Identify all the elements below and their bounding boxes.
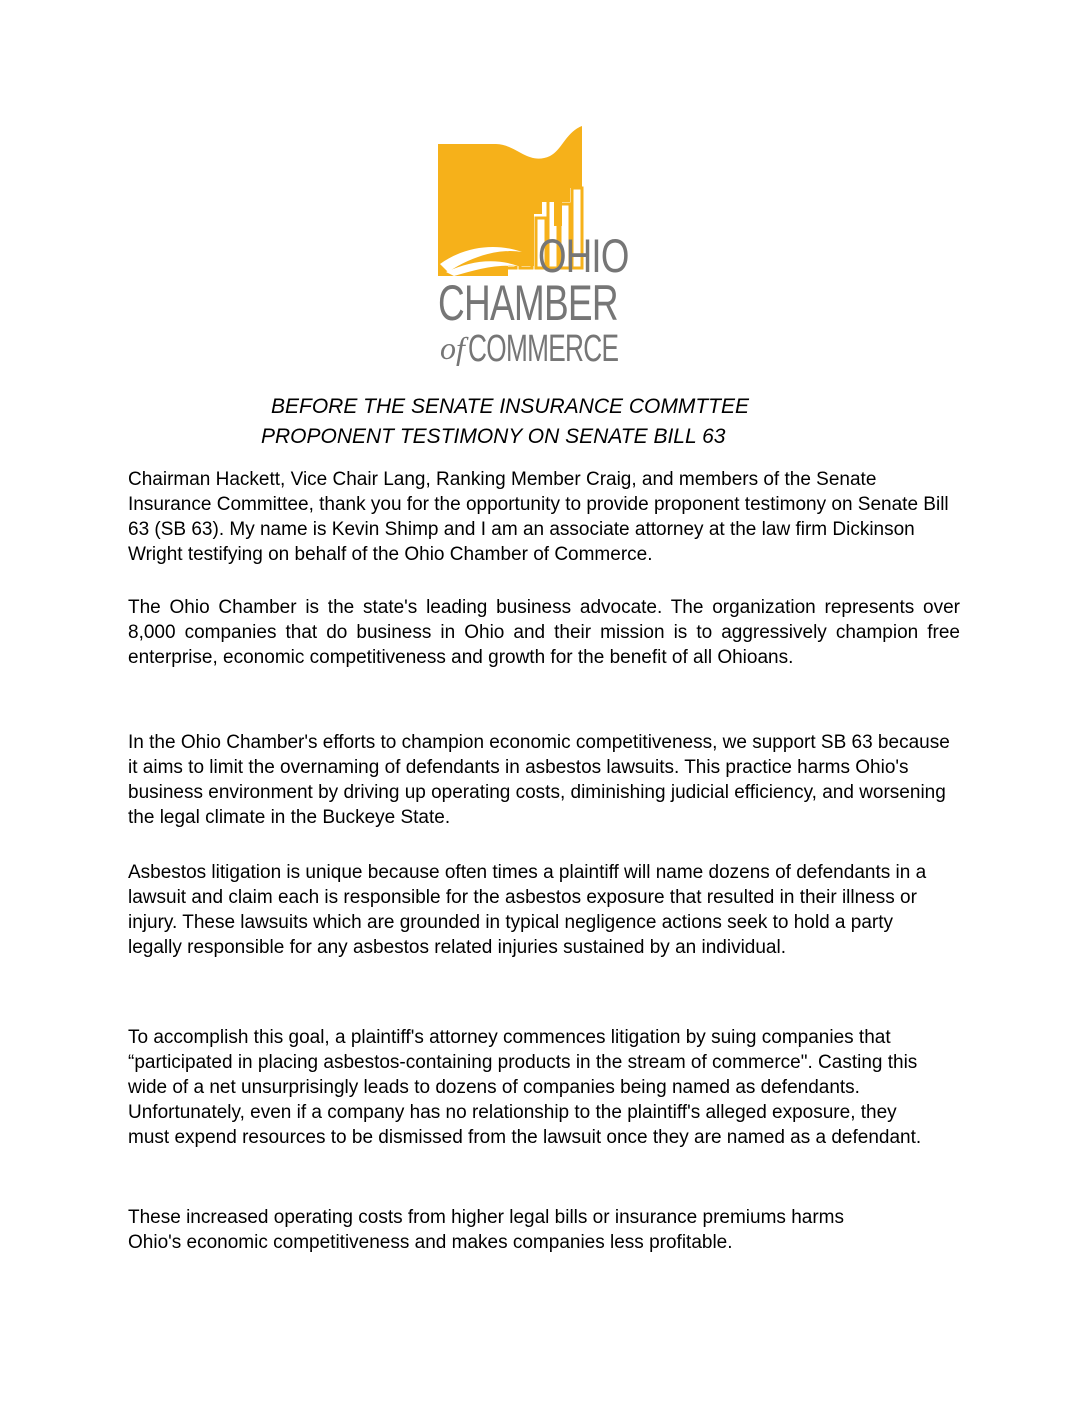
paragraph-intro: Chairman Hackett, Vice Chair Lang, Ranking Member Craig, and members of the Senate Insurance Committee, thank you for the opportunity to provide proponent testimony on Senate Bill 63 (SB 63). My name is Kevin Shimp and I am an associate attorney at the law firm Dickinson Wright testifying on behalf of the Ohio Chamber of Commerce. [128, 469, 949, 565]
logo-commerce-text: COMMERCE [468, 328, 619, 370]
heading-line-2: PROPONENT TESTIMONY ON SENATE BILL 63 [261, 425, 726, 448]
paragraph-accomplish-goal: To accomplish this goal, a plaintiff's attorney commences litigation by suing companies that “participated in placing asbestos-containing products in the stream of commerce". Casting this wide of a net unsurprisingly leads to dozens of companies being named as defendants. Unfortunately, even if a company has no relationship to the plaintiff's alleged exposure, they must expend resources to be dismissed from the lawsuit once they are named as a defendant. [128, 1027, 922, 1148]
paragraph-operating-costs: These increased operating costs from higher legal bills or insurance premiums harms Ohio's economic competitiveness and makes companies less profitable. [128, 1207, 844, 1253]
paragraph-ohio-chamber: The Ohio Chamber is the state's leading business advocate. The organization represents over 8,000 companies that do business in Ohio and their mission is to aggressively champion free enterprise, economic competitiveness and growth for the benefit of all Ohioans. [128, 597, 960, 668]
logo-ohio-text: OHIO [538, 229, 629, 282]
paragraph-asbestos-litigation: Asbestos litigation is unique because often times a plaintiff will name dozens of defendants in a lawsuit and claim each is responsible for the asbestos exposure that resulted in their illness or injury. These lawsuits which are grounded in typical negligence actions seek to hold a party legally responsible for any asbestos related injuries sustained by an individual. [128, 862, 927, 958]
heading-line-1: BEFORE THE SENATE INSURANCE COMMTTEE [271, 395, 749, 418]
logo-of-text: of [440, 330, 465, 366]
ohio-chamber-logo [438, 126, 654, 370]
logo-chamber-text: CHAMBER [438, 275, 618, 331]
paragraph-sb63-support: In the Ohio Chamber's efforts to champion economic competitiveness, we support SB 63 because it aims to limit the overnaming of defendants in asbestos lawsuits. This practice harms Ohio's business environment by driving up operating costs, diminishing judicial efficiency, and worsening the legal climate in the Buckeye State. [128, 732, 950, 828]
